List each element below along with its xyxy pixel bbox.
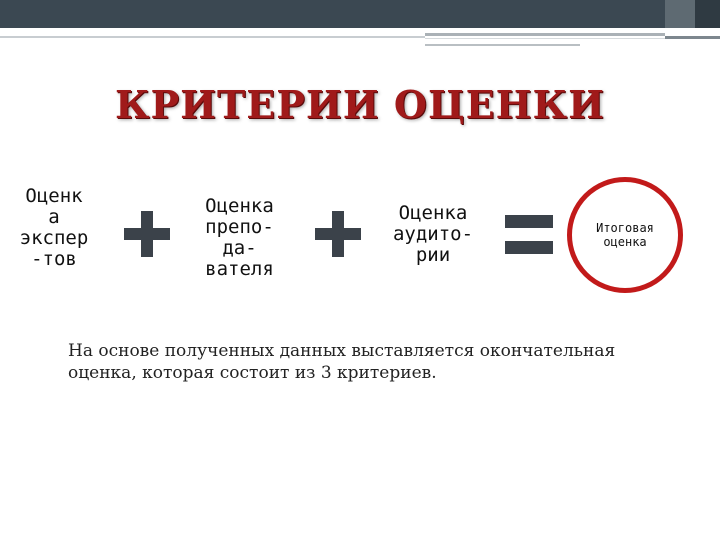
decorative-line bbox=[0, 36, 425, 38]
decorative-line bbox=[665, 36, 720, 39]
slide-title: КРИТЕРИИ ОЦЕНКИ bbox=[114, 82, 606, 127]
criterion-experts: Оценк а экспер -тов bbox=[19, 185, 89, 270]
final-grade-circle bbox=[567, 177, 683, 293]
slide-note: На основе полученных данных выставляется окончательная оценка, которая состоит из 3 критериев. bbox=[68, 341, 616, 383]
final-grade-label: Итоговая оценка bbox=[596, 221, 654, 249]
top-decorative-band-stripe bbox=[695, 0, 720, 28]
plus-icon bbox=[315, 211, 361, 257]
decorative-line bbox=[425, 44, 580, 46]
equals-icon bbox=[505, 215, 553, 255]
criterion-audience: Оценка аудито- рии bbox=[392, 202, 474, 266]
decorative-line bbox=[425, 38, 665, 39]
top-decorative-band bbox=[0, 0, 720, 28]
criterion-teacher: Оценка препо- да- вателя bbox=[205, 195, 274, 280]
plus-icon bbox=[124, 211, 170, 257]
decorative-line bbox=[425, 33, 665, 36]
